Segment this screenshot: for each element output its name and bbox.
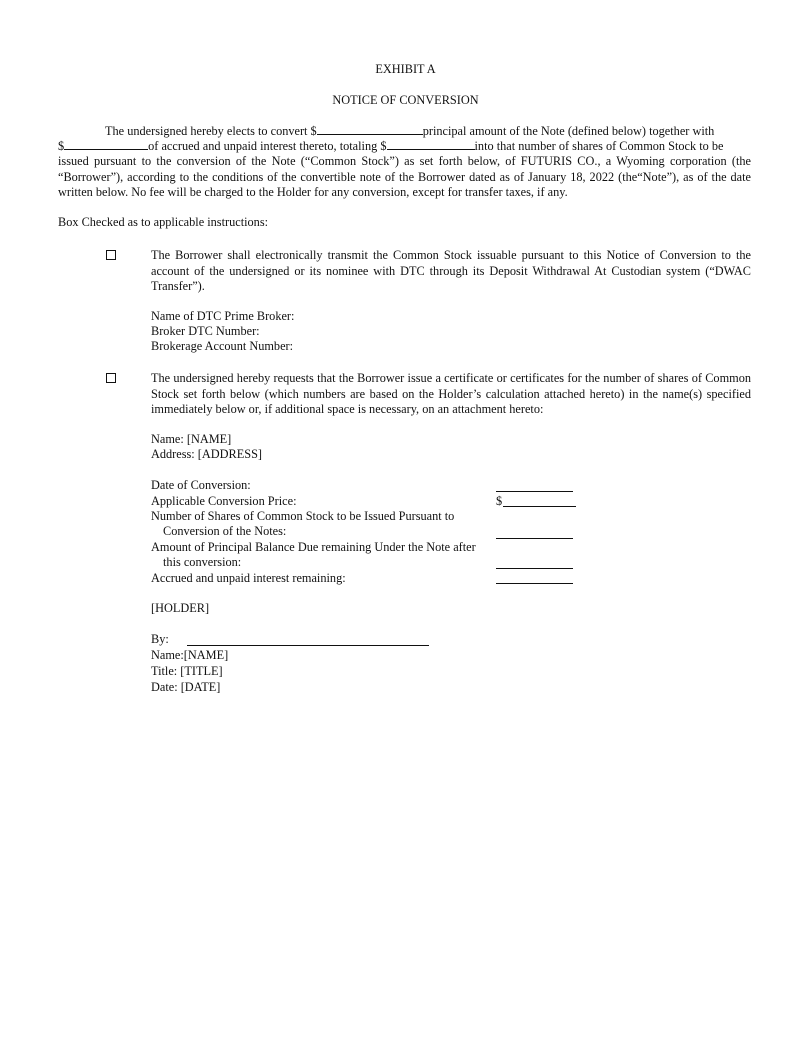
intro-text-2a: $ (58, 139, 65, 153)
holder-placeholder: [HOLDER] (151, 601, 210, 615)
shares-label-line1: Number of Shares of Common Stock to be Issued Pursuant to (151, 509, 455, 523)
shares-line[interactable] (496, 538, 573, 539)
intro-line-2 (58, 139, 751, 155)
date-of-conversion-label: Date of Conversion: (151, 478, 251, 492)
convert-amount-blank[interactable] (317, 124, 423, 135)
option-dwac-text: The Borrower shall electronically transmit the Common Stock issuable pursuant to this Notice of Conversion to the account of the undersigned or its nominee with DTC through its Deposit Withdrawal At Custodian system (“DWAC Transfer”). (151, 248, 751, 293)
principal-line[interactable] (496, 568, 573, 569)
intro-text-1a: The undersigned hereby elects to convert $ (105, 124, 317, 138)
principal-label-line2: this conversion: (163, 555, 242, 569)
holder-name-field: Name: [NAME] (151, 432, 232, 446)
intro-text-1b: principal amount of the Note (defined below) together with (422, 124, 715, 138)
page-title: NOTICE OF CONVERSION (332, 93, 479, 107)
conversion-price-dollar: $ (496, 494, 503, 508)
checkbox-certificate[interactable] (106, 373, 116, 383)
conversion-price-line[interactable] (503, 506, 576, 507)
option-certificate-text: The undersigned hereby requests that the Borrower issue a certificate or certificates for the number of shares of Common Stock set forth below (which numbers are based on the Holder’s calculation attached hereto) in the name(s) specified immediately below or, if additional space is necessary, on an attachment hereto: (151, 371, 751, 416)
intro-line-1 (105, 124, 714, 140)
shares-label-line2: Conversion of the Notes: (163, 524, 287, 538)
interest-remaining-label: Accrued and unpaid interest remaining: (151, 571, 346, 585)
signature-line[interactable] (187, 645, 429, 646)
date-of-conversion-line[interactable] (496, 491, 573, 492)
dtc-broker-label: Name of DTC Prime Broker: (151, 309, 295, 323)
signer-title: Title: [TITLE] (151, 664, 223, 678)
signature-date: Date: [DATE] (151, 680, 221, 694)
checkbox-dwac[interactable] (106, 250, 116, 260)
by-label: By: (151, 632, 169, 646)
total-amount-blank[interactable] (387, 139, 475, 150)
exhibit-heading: EXHIBIT A (375, 62, 436, 76)
dtc-number-label: Broker DTC Number: (151, 324, 260, 338)
interest-amount-blank[interactable] (64, 139, 148, 150)
box-checked-label: Box Checked as to applicable instructions: (58, 215, 269, 229)
principal-label-line1: Amount of Principal Balance Due remaining Under the Note after (151, 540, 476, 554)
intro-text-2c: into that number of shares of Common Stock to be (474, 139, 724, 153)
signer-name: Name:[NAME] (151, 648, 229, 662)
holder-address-field: Address: [ADDRESS] (151, 447, 263, 461)
brokerage-account-label: Brokerage Account Number: (151, 339, 294, 353)
intro-text-2b: of accrued and unpaid interest thereto, totaling $ (148, 139, 387, 153)
intro-paragraph: issued pursuant to the conversion of the Note (“Common Stock”) as set forth below, of FUTURIS CO., a Wyoming corporation (the “Borrower”), according to the conditions of the convertible note of the Borrower dated as of January 18, 2022 (the“Note”), as of the date written below. No fee will be charged to the Holder for any conversion, except for transfer taxes, if any. (58, 154, 751, 199)
conversion-price-label: Applicable Conversion Price: (151, 494, 297, 508)
interest-remaining-line[interactable] (496, 583, 573, 584)
